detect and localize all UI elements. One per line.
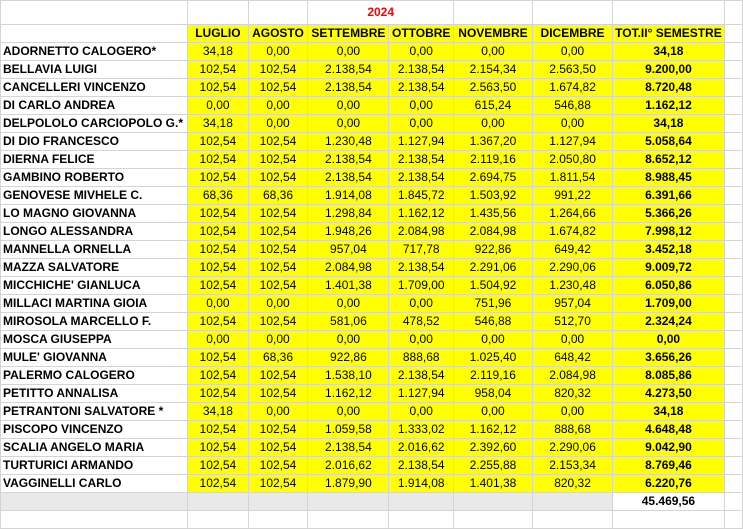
month-value[interactable]: 0,00 bbox=[308, 43, 389, 61]
month-value[interactable]: 2.119,16 bbox=[453, 367, 532, 385]
month-value[interactable]: 1.298,84 bbox=[308, 205, 389, 223]
employee-name[interactable]: MILLACI MARTINA GIOIA bbox=[1, 295, 188, 313]
month-value[interactable]: 102,54 bbox=[248, 205, 308, 223]
row-total[interactable]: 2.324,24 bbox=[613, 313, 725, 331]
cell[interactable] bbox=[188, 1, 249, 25]
grand-total[interactable]: 45.469,56 bbox=[613, 493, 725, 511]
month-value[interactable]: 2.016,62 bbox=[308, 457, 389, 475]
month-value[interactable]: 102,54 bbox=[188, 475, 249, 493]
month-value[interactable]: 2.138,54 bbox=[308, 439, 389, 457]
employee-name[interactable]: DI CARLO ANDREA bbox=[1, 97, 188, 115]
header-novembre[interactable]: NOVEMBRE bbox=[453, 25, 532, 43]
month-value[interactable]: 2.119,16 bbox=[453, 151, 532, 169]
cell[interactable] bbox=[532, 493, 612, 511]
cell[interactable] bbox=[724, 97, 742, 115]
grand-total-row bbox=[1, 493, 743, 511]
month-value[interactable]: 2.138,54 bbox=[389, 457, 454, 475]
month-value[interactable]: 102,54 bbox=[188, 259, 249, 277]
cell[interactable] bbox=[724, 79, 742, 97]
month-value[interactable]: 1.879,90 bbox=[308, 475, 389, 493]
month-value[interactable]: 0,00 bbox=[389, 115, 454, 133]
cell[interactable] bbox=[724, 385, 742, 403]
table-row bbox=[1, 277, 743, 295]
row-total[interactable]: 9.200,00 bbox=[613, 61, 725, 79]
title-row bbox=[1, 1, 743, 25]
month-value[interactable]: 2.050,80 bbox=[532, 151, 612, 169]
header-ottobre[interactable]: OTTOBRE bbox=[389, 25, 454, 43]
month-value[interactable]: 0,00 bbox=[308, 97, 389, 115]
empty-row bbox=[1, 511, 743, 529]
table-row bbox=[1, 97, 743, 115]
month-value[interactable]: 68,36 bbox=[188, 187, 249, 205]
month-value[interactable]: 68,36 bbox=[248, 187, 308, 205]
table-row bbox=[1, 331, 743, 349]
cell[interactable] bbox=[724, 151, 742, 169]
cell[interactable] bbox=[724, 403, 742, 421]
month-value[interactable]: 512,70 bbox=[532, 313, 612, 331]
month-value[interactable]: 2.138,54 bbox=[308, 169, 389, 187]
month-value[interactable]: 1.127,94 bbox=[532, 133, 612, 151]
month-value[interactable]: 102,54 bbox=[248, 457, 308, 475]
cell[interactable] bbox=[308, 493, 389, 511]
month-value[interactable]: 102,54 bbox=[188, 439, 249, 457]
cell[interactable] bbox=[453, 511, 532, 529]
month-value[interactable]: 1.162,12 bbox=[308, 385, 389, 403]
cell[interactable] bbox=[724, 61, 742, 79]
month-value[interactable]: 102,54 bbox=[188, 313, 249, 331]
employee-name[interactable]: CANCELLERI VINCENZO bbox=[1, 79, 188, 97]
month-value[interactable]: 0,00 bbox=[308, 295, 389, 313]
table-row bbox=[1, 151, 743, 169]
employee-name[interactable]: PETITTO ANNALISA bbox=[1, 385, 188, 403]
month-value[interactable]: 0,00 bbox=[389, 331, 454, 349]
month-value[interactable]: 2.290,06 bbox=[532, 439, 612, 457]
cell[interactable] bbox=[724, 187, 742, 205]
month-value[interactable]: 1.538,10 bbox=[308, 367, 389, 385]
month-value[interactable]: 102,54 bbox=[188, 223, 249, 241]
table-row bbox=[1, 223, 743, 241]
row-total[interactable]: 9.042,90 bbox=[613, 439, 725, 457]
row-total[interactable]: 8.720,48 bbox=[613, 79, 725, 97]
month-value[interactable]: 2.084,98 bbox=[308, 259, 389, 277]
month-value[interactable]: 34,18 bbox=[188, 403, 249, 421]
month-value[interactable]: 0,00 bbox=[188, 295, 249, 313]
month-value[interactable]: 2.138,54 bbox=[389, 79, 454, 97]
cell[interactable] bbox=[724, 169, 742, 187]
table-row bbox=[1, 439, 743, 457]
month-value[interactable]: 957,04 bbox=[532, 295, 612, 313]
month-value[interactable]: 2.016,62 bbox=[389, 439, 454, 457]
month-value[interactable]: 546,88 bbox=[532, 97, 612, 115]
employee-name[interactable]: MOSCA GIUSEPPA bbox=[1, 331, 188, 349]
month-value[interactable]: 102,54 bbox=[248, 61, 308, 79]
month-value[interactable]: 649,42 bbox=[532, 241, 612, 259]
month-value[interactable]: 1.674,82 bbox=[532, 79, 612, 97]
cell[interactable] bbox=[724, 1, 742, 25]
month-value[interactable]: 102,54 bbox=[248, 367, 308, 385]
month-value[interactable]: 888,68 bbox=[389, 349, 454, 367]
month-value[interactable]: 1.401,38 bbox=[308, 277, 389, 295]
employee-name[interactable]: DI DIO FRANCESCO bbox=[1, 133, 188, 151]
month-value[interactable]: 0,00 bbox=[532, 115, 612, 133]
month-value[interactable]: 478,52 bbox=[389, 313, 454, 331]
cell[interactable] bbox=[724, 421, 742, 439]
month-value[interactable]: 0,00 bbox=[453, 331, 532, 349]
month-value[interactable]: 1.127,94 bbox=[389, 385, 454, 403]
table-row bbox=[1, 457, 743, 475]
table-row bbox=[1, 475, 743, 493]
cell[interactable] bbox=[724, 475, 742, 493]
cell[interactable] bbox=[613, 511, 725, 529]
header-dicembre[interactable]: DICEMBRE bbox=[532, 25, 612, 43]
month-value[interactable]: 102,54 bbox=[188, 205, 249, 223]
header-agosto[interactable]: AGOSTO bbox=[248, 25, 308, 43]
month-value[interactable]: 102,54 bbox=[188, 457, 249, 475]
cell[interactable] bbox=[724, 313, 742, 331]
cell[interactable] bbox=[724, 259, 742, 277]
header-row bbox=[1, 25, 743, 43]
month-value[interactable]: 102,54 bbox=[248, 241, 308, 259]
cell[interactable] bbox=[1, 493, 188, 511]
table-row bbox=[1, 385, 743, 403]
month-value[interactable]: 2.392,60 bbox=[453, 439, 532, 457]
employee-name[interactable]: DELPOLOLO CARCIOPOLO G.* bbox=[1, 115, 188, 133]
month-value[interactable]: 102,54 bbox=[188, 241, 249, 259]
month-value[interactable]: 1.162,12 bbox=[453, 421, 532, 439]
table-row bbox=[1, 313, 743, 331]
month-value[interactable]: 68,36 bbox=[248, 349, 308, 367]
month-value[interactable]: 2.154,34 bbox=[453, 61, 532, 79]
row-total[interactable]: 34,18 bbox=[613, 43, 725, 61]
month-value[interactable]: 991,22 bbox=[532, 187, 612, 205]
month-value[interactable]: 2.138,54 bbox=[308, 79, 389, 97]
month-value[interactable]: 102,54 bbox=[188, 79, 249, 97]
cell[interactable] bbox=[724, 439, 742, 457]
month-value[interactable]: 888,68 bbox=[532, 421, 612, 439]
table-row bbox=[1, 367, 743, 385]
month-value[interactable]: 1.709,00 bbox=[389, 277, 454, 295]
cell[interactable] bbox=[1, 511, 188, 529]
row-total[interactable]: 8.652,12 bbox=[613, 151, 725, 169]
month-value[interactable]: 0,00 bbox=[248, 115, 308, 133]
month-value[interactable]: 615,24 bbox=[453, 97, 532, 115]
employee-name[interactable]: VAGGINELLI CARLO bbox=[1, 475, 188, 493]
month-value[interactable]: 102,54 bbox=[188, 133, 249, 151]
month-value[interactable]: 34,18 bbox=[188, 43, 249, 61]
cell[interactable] bbox=[724, 511, 742, 529]
month-value[interactable]: 1.333,02 bbox=[389, 421, 454, 439]
header-luglio[interactable]: LUGLIO bbox=[188, 25, 249, 43]
table-row bbox=[1, 61, 743, 79]
month-value[interactable]: 1.401,38 bbox=[453, 475, 532, 493]
table-row bbox=[1, 187, 743, 205]
month-value[interactable]: 1.435,56 bbox=[453, 205, 532, 223]
month-value[interactable]: 102,54 bbox=[248, 259, 308, 277]
month-value[interactable]: 2.084,98 bbox=[389, 223, 454, 241]
cell[interactable] bbox=[724, 133, 742, 151]
row-total[interactable]: 8.769,46 bbox=[613, 457, 725, 475]
header-cell-empty[interactable] bbox=[1, 25, 188, 43]
month-value[interactable]: 0,00 bbox=[308, 403, 389, 421]
table-row bbox=[1, 79, 743, 97]
employee-name[interactable]: DIERNA FELICE bbox=[1, 151, 188, 169]
table-row bbox=[1, 115, 743, 133]
cell[interactable] bbox=[724, 349, 742, 367]
employee-name[interactable]: GENOVESE MIVHELE C. bbox=[1, 187, 188, 205]
month-value[interactable]: 102,54 bbox=[188, 151, 249, 169]
header-total[interactable]: TOT.II° SEMESTRE bbox=[613, 25, 725, 43]
month-value[interactable]: 0,00 bbox=[389, 403, 454, 421]
month-value[interactable]: 1.264,66 bbox=[532, 205, 612, 223]
header-settembre[interactable]: SETTEMBRE bbox=[308, 25, 389, 43]
month-value[interactable]: 102,54 bbox=[188, 169, 249, 187]
table-row bbox=[1, 421, 743, 439]
cell[interactable] bbox=[188, 493, 249, 511]
month-value[interactable]: 922,86 bbox=[308, 349, 389, 367]
row-total[interactable]: 8.988,45 bbox=[613, 169, 725, 187]
table-row bbox=[1, 169, 743, 187]
month-value[interactable]: 2.138,54 bbox=[389, 169, 454, 187]
table-row bbox=[1, 295, 743, 313]
table-row bbox=[1, 241, 743, 259]
row-total[interactable]: 0,00 bbox=[613, 331, 725, 349]
month-value[interactable]: 0,00 bbox=[532, 43, 612, 61]
month-value[interactable]: 102,54 bbox=[248, 169, 308, 187]
cell[interactable] bbox=[724, 25, 742, 43]
cell[interactable] bbox=[532, 1, 612, 25]
row-total[interactable]: 3.452,18 bbox=[613, 241, 725, 259]
month-value[interactable]: 102,54 bbox=[248, 421, 308, 439]
month-value[interactable]: 0,00 bbox=[389, 295, 454, 313]
month-value[interactable]: 1.025,40 bbox=[453, 349, 532, 367]
month-value[interactable]: 0,00 bbox=[453, 115, 532, 133]
month-value[interactable]: 0,00 bbox=[532, 331, 612, 349]
employee-name[interactable]: SCALIA ANGELO MARIA bbox=[1, 439, 188, 457]
month-value[interactable]: 2.138,54 bbox=[389, 367, 454, 385]
month-value[interactable]: 820,32 bbox=[532, 475, 612, 493]
employee-name[interactable]: MULE' GIOVANNA bbox=[1, 349, 188, 367]
month-value[interactable]: 957,04 bbox=[308, 241, 389, 259]
cell[interactable] bbox=[724, 295, 742, 313]
month-value[interactable]: 2.084,98 bbox=[453, 223, 532, 241]
cell[interactable] bbox=[248, 511, 308, 529]
month-value[interactable]: 1.230,48 bbox=[308, 133, 389, 151]
month-value[interactable]: 1.503,92 bbox=[453, 187, 532, 205]
month-value[interactable]: 102,54 bbox=[248, 439, 308, 457]
month-value[interactable]: 102,54 bbox=[188, 367, 249, 385]
month-value[interactable]: 0,00 bbox=[453, 403, 532, 421]
employee-name[interactable]: PISCOPO VINCENZO bbox=[1, 421, 188, 439]
table-row bbox=[1, 133, 743, 151]
month-value[interactable]: 1.127,94 bbox=[389, 133, 454, 151]
month-value[interactable]: 0,00 bbox=[308, 115, 389, 133]
month-value[interactable]: 0,00 bbox=[188, 331, 249, 349]
month-value[interactable]: 0,00 bbox=[389, 97, 454, 115]
month-value[interactable]: 34,18 bbox=[188, 115, 249, 133]
month-value[interactable]: 0,00 bbox=[453, 43, 532, 61]
month-value[interactable]: 0,00 bbox=[389, 43, 454, 61]
row-total[interactable]: 4.273,50 bbox=[613, 385, 725, 403]
cell[interactable] bbox=[724, 223, 742, 241]
table-row bbox=[1, 43, 743, 61]
month-value[interactable]: 1.674,82 bbox=[532, 223, 612, 241]
row-total[interactable]: 1.162,12 bbox=[613, 97, 725, 115]
month-value[interactable]: 0,00 bbox=[188, 97, 249, 115]
row-total[interactable]: 1.709,00 bbox=[613, 295, 725, 313]
month-value[interactable]: 751,96 bbox=[453, 295, 532, 313]
month-value[interactable]: 2.563,50 bbox=[453, 79, 532, 97]
row-total[interactable]: 6.391,66 bbox=[613, 187, 725, 205]
row-total[interactable]: 34,18 bbox=[613, 403, 725, 421]
month-value[interactable]: 1.230,48 bbox=[532, 277, 612, 295]
employee-name[interactable]: ADORNETTO CALOGERO* bbox=[1, 43, 188, 61]
month-value[interactable]: 1.845,72 bbox=[389, 187, 454, 205]
table-row bbox=[1, 403, 743, 421]
month-value[interactable]: 1.948,26 bbox=[308, 223, 389, 241]
employee-name[interactable]: TURTURICI ARMANDO bbox=[1, 457, 188, 475]
cell[interactable] bbox=[724, 115, 742, 133]
month-value[interactable]: 2.138,54 bbox=[308, 151, 389, 169]
cell[interactable] bbox=[724, 367, 742, 385]
cell[interactable] bbox=[453, 1, 532, 25]
row-total[interactable]: 5.366,26 bbox=[613, 205, 725, 223]
month-value[interactable]: 648,42 bbox=[532, 349, 612, 367]
month-value[interactable]: 102,54 bbox=[188, 61, 249, 79]
table-row bbox=[1, 259, 743, 277]
employee-name[interactable]: MICCHICHE' GIANLUCA bbox=[1, 277, 188, 295]
month-value[interactable]: 0,00 bbox=[248, 295, 308, 313]
row-total[interactable]: 6.050,86 bbox=[613, 277, 725, 295]
month-value[interactable]: 102,54 bbox=[188, 385, 249, 403]
month-value[interactable]: 2.291,06 bbox=[453, 259, 532, 277]
employee-name[interactable]: PETRANTONI SALVATORE * bbox=[1, 403, 188, 421]
row-total[interactable]: 4.648,48 bbox=[613, 421, 725, 439]
month-value[interactable]: 102,54 bbox=[188, 277, 249, 295]
cell[interactable] bbox=[308, 511, 389, 529]
cell[interactable] bbox=[724, 493, 742, 511]
month-value[interactable]: 0,00 bbox=[308, 331, 389, 349]
month-value[interactable]: 1.811,54 bbox=[532, 169, 612, 187]
month-value[interactable]: 102,54 bbox=[248, 313, 308, 331]
row-total[interactable]: 3.656,26 bbox=[613, 349, 725, 367]
month-value[interactable]: 0,00 bbox=[248, 97, 308, 115]
month-value[interactable]: 581,06 bbox=[308, 313, 389, 331]
month-value[interactable]: 2.138,54 bbox=[389, 61, 454, 79]
month-value[interactable]: 2.153,34 bbox=[532, 457, 612, 475]
month-value[interactable]: 102,54 bbox=[248, 133, 308, 151]
month-value[interactable]: 717,78 bbox=[389, 241, 454, 259]
month-value[interactable]: 102,54 bbox=[248, 385, 308, 403]
month-value[interactable]: 102,54 bbox=[248, 151, 308, 169]
cell[interactable] bbox=[532, 511, 612, 529]
month-value[interactable]: 1.162,12 bbox=[389, 205, 454, 223]
cell[interactable] bbox=[248, 493, 308, 511]
month-value[interactable]: 1.504,92 bbox=[453, 277, 532, 295]
month-value[interactable]: 546,88 bbox=[453, 313, 532, 331]
month-value[interactable]: 102,54 bbox=[188, 421, 249, 439]
row-total[interactable]: 7.998,12 bbox=[613, 223, 725, 241]
cell[interactable] bbox=[724, 205, 742, 223]
month-value[interactable]: 2.138,54 bbox=[389, 151, 454, 169]
employee-name[interactable]: MAZZA SALVATORE bbox=[1, 259, 188, 277]
cell[interactable] bbox=[188, 511, 249, 529]
employee-name[interactable]: LO MAGNO GIOVANNA bbox=[1, 205, 188, 223]
row-total[interactable]: 6.220,76 bbox=[613, 475, 725, 493]
month-value[interactable]: 2.694,75 bbox=[453, 169, 532, 187]
month-value[interactable]: 2.084,98 bbox=[532, 367, 612, 385]
cell[interactable] bbox=[724, 241, 742, 259]
table-row bbox=[1, 349, 743, 367]
month-value[interactable]: 2.138,54 bbox=[308, 61, 389, 79]
month-value[interactable]: 2.290,06 bbox=[532, 259, 612, 277]
employee-name[interactable]: MIROSOLA MARCELLO F. bbox=[1, 313, 188, 331]
row-total[interactable]: 9.009,72 bbox=[613, 259, 725, 277]
month-value[interactable]: 0,00 bbox=[248, 403, 308, 421]
table-row bbox=[1, 205, 743, 223]
cell[interactable] bbox=[724, 457, 742, 475]
cell[interactable] bbox=[613, 1, 725, 25]
month-value[interactable]: 922,86 bbox=[453, 241, 532, 259]
month-value[interactable]: 1.914,08 bbox=[389, 475, 454, 493]
month-value[interactable]: 2.138,54 bbox=[389, 259, 454, 277]
cell[interactable] bbox=[1, 1, 188, 25]
cell[interactable] bbox=[724, 277, 742, 295]
month-value[interactable]: 0,00 bbox=[248, 331, 308, 349]
month-value[interactable]: 102,54 bbox=[248, 79, 308, 97]
month-value[interactable]: 1.914,08 bbox=[308, 187, 389, 205]
row-total[interactable]: 5.058,64 bbox=[613, 133, 725, 151]
employee-name[interactable]: GAMBINO ROBERTO bbox=[1, 169, 188, 187]
cell[interactable] bbox=[724, 331, 742, 349]
employee-name[interactable]: BELLAVIA LUIGI bbox=[1, 61, 188, 79]
month-value[interactable]: 0,00 bbox=[532, 403, 612, 421]
month-value[interactable]: 1.059,58 bbox=[308, 421, 389, 439]
year-title[interactable]: 2024 bbox=[308, 1, 454, 25]
month-value[interactable]: 2.563,50 bbox=[532, 61, 612, 79]
cell[interactable] bbox=[724, 43, 742, 61]
month-value[interactable]: 0,00 bbox=[248, 43, 308, 61]
month-value[interactable]: 102,54 bbox=[248, 475, 308, 493]
month-value[interactable]: 1.367,20 bbox=[453, 133, 532, 151]
cell[interactable] bbox=[453, 493, 532, 511]
employee-name[interactable]: MANNELLA ORNELLA bbox=[1, 241, 188, 259]
employee-name[interactable]: LONGO ALESSANDRA bbox=[1, 223, 188, 241]
month-value[interactable]: 102,54 bbox=[188, 349, 249, 367]
row-total[interactable]: 34,18 bbox=[613, 115, 725, 133]
month-value[interactable]: 820,32 bbox=[532, 385, 612, 403]
row-total[interactable]: 8.085,86 bbox=[613, 367, 725, 385]
cell[interactable] bbox=[389, 493, 454, 511]
month-value[interactable]: 2.255,88 bbox=[453, 457, 532, 475]
cell[interactable] bbox=[389, 511, 454, 529]
month-value[interactable]: 102,54 bbox=[248, 277, 308, 295]
cell[interactable] bbox=[248, 1, 308, 25]
month-value[interactable]: 958,04 bbox=[453, 385, 532, 403]
employee-name[interactable]: PALERMO CALOGERO bbox=[1, 367, 188, 385]
month-value[interactable]: 102,54 bbox=[248, 223, 308, 241]
